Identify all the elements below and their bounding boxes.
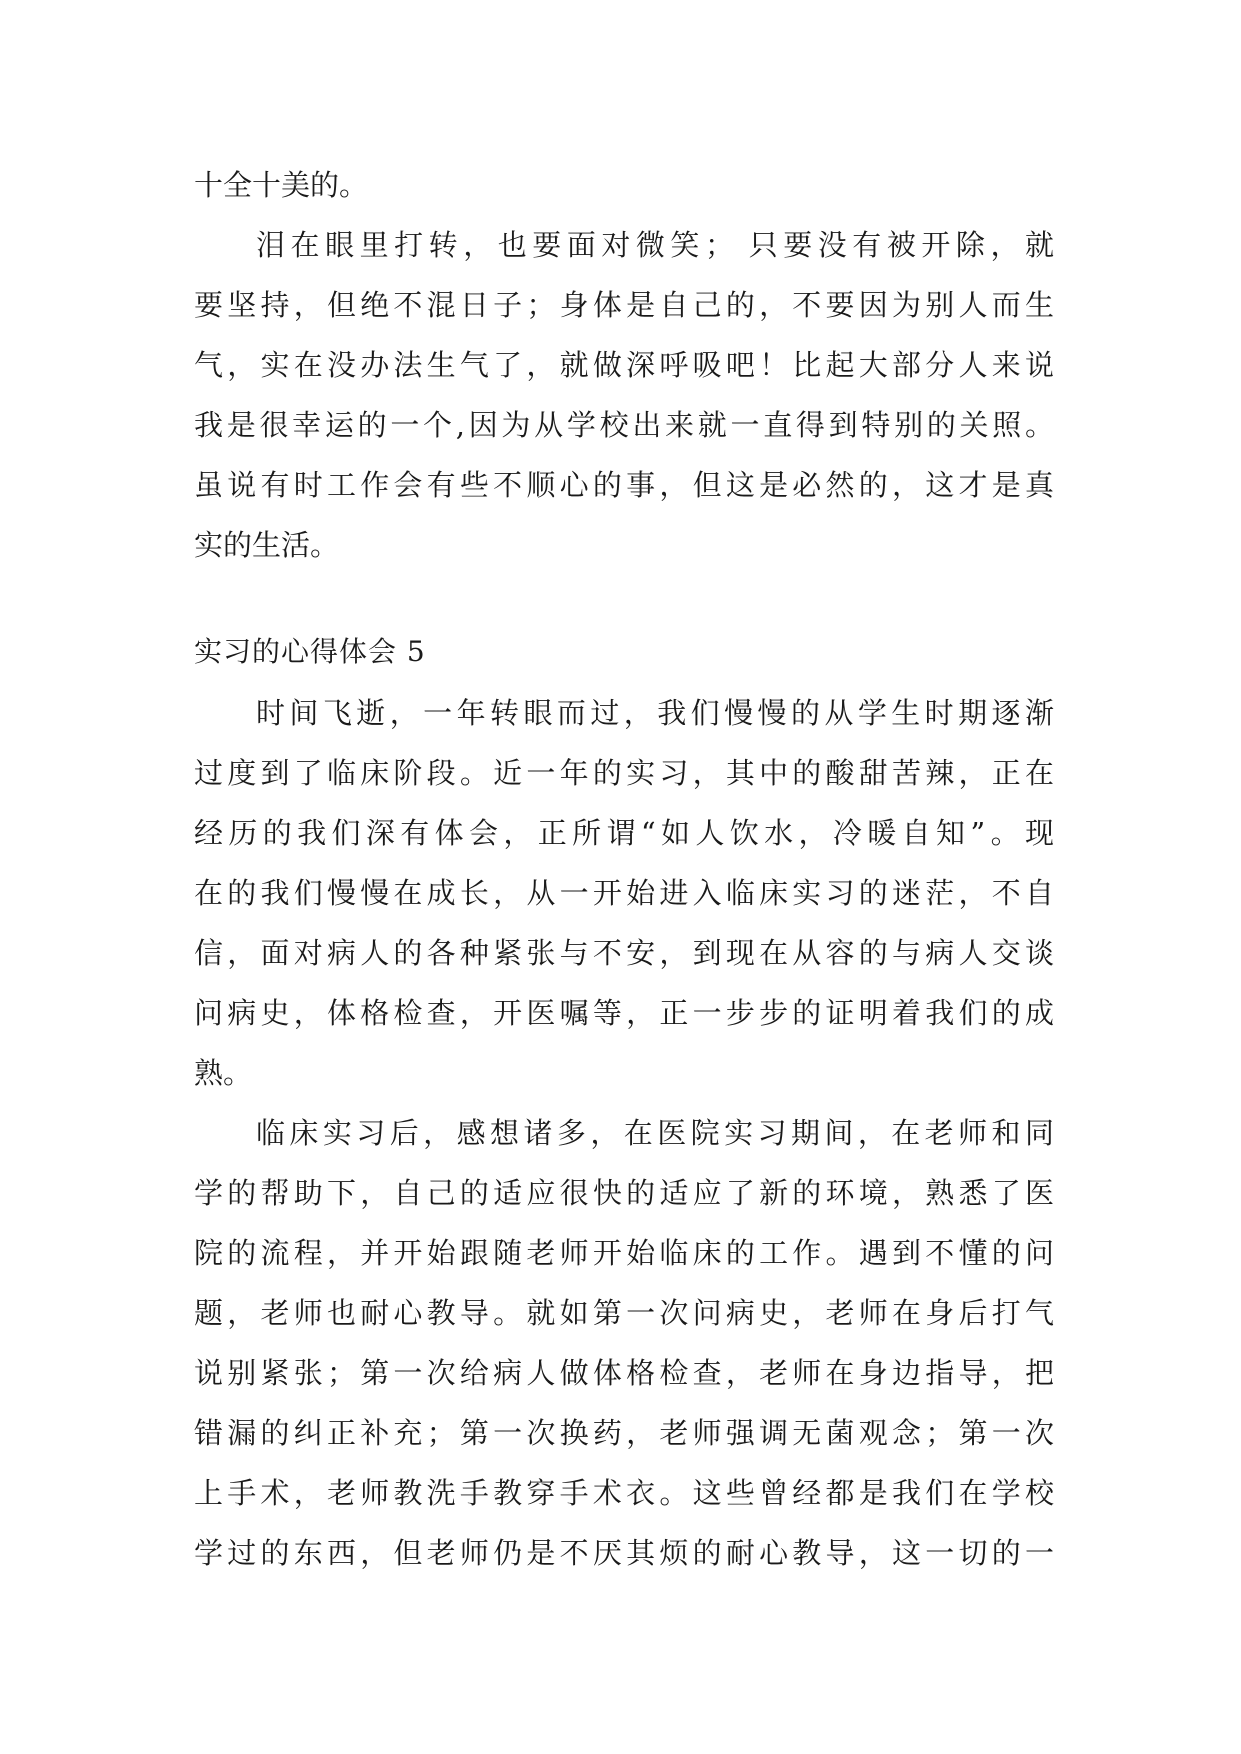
paragraph-line: 我是很幸运的一个,因为从学校出来就一直得到特别的关照。	[194, 408, 1054, 442]
paragraph-line: 熟。	[194, 1056, 253, 1090]
paragraph-line: 临床实习后，感想诸多，在医院实习期间，在老师和同	[256, 1116, 1054, 1150]
paragraph-line: 在的我们慢慢在成长，从一开始进入临床实习的迷茫，不自	[194, 876, 1054, 910]
paragraph-line: 气，实在没办法生气了，就做深呼吸吧！比起大部分人来说	[194, 348, 1054, 382]
paragraph-line: 错漏的纠正补充；第一次换药，老师强调无菌观念；第一次	[194, 1416, 1054, 1450]
paragraph-line: 题，老师也耐心教导。就如第一次问病史，老师在身后打气	[194, 1296, 1054, 1330]
section-heading: 实习的心得体会 5	[194, 635, 426, 668]
paragraph-line: 上手术，老师教洗手教穿手术衣。这些曾经都是我们在学校	[194, 1476, 1054, 1510]
paragraph-line: 说别紧张；第一次给病人做体格检查，老师在身边指导，把	[194, 1356, 1054, 1390]
paragraph-line: 实的生活。	[194, 528, 340, 562]
paragraph-line: 过度到了临床阶段。近一年的实习，其中的酸甜苦辣，正在	[194, 756, 1054, 790]
paragraph-line: 信，面对病人的各种紧张与不安，到现在从容的与病人交谈	[194, 936, 1054, 970]
paragraph-line: 泪在眼里打转，也要面对微笑； 只要没有被开除，就	[256, 228, 1054, 262]
paragraph-line: 学过的东西，但老师仍是不厌其烦的耐心教导，这一切的一	[194, 1536, 1054, 1570]
paragraph-line: 要坚持，但绝不混日子；身体是自己的，不要因为别人而生	[194, 288, 1054, 322]
paragraph-line: 时间飞逝，一年转眼而过，我们慢慢的从学生时期逐渐	[256, 696, 1054, 730]
paragraph-line: 学的帮助下，自己的适应很快的适应了新的环境，熟悉了医	[194, 1176, 1054, 1210]
paragraph-line: 十全十美的。	[194, 168, 369, 202]
paragraph-line: 问病史，体格检查，开医嘱等，正一步步的证明着我们的成	[194, 996, 1054, 1030]
paragraph-line: 虽说有时工作会有些不顺心的事，但这是必然的，这才是真	[194, 468, 1054, 502]
paragraph-line: 院的流程，并开始跟随老师开始临床的工作。遇到不懂的问	[194, 1236, 1054, 1270]
paragraph-line: 经历的我们深有体会，正所谓“如人饮水，冷暖自知”。现	[194, 816, 1054, 850]
